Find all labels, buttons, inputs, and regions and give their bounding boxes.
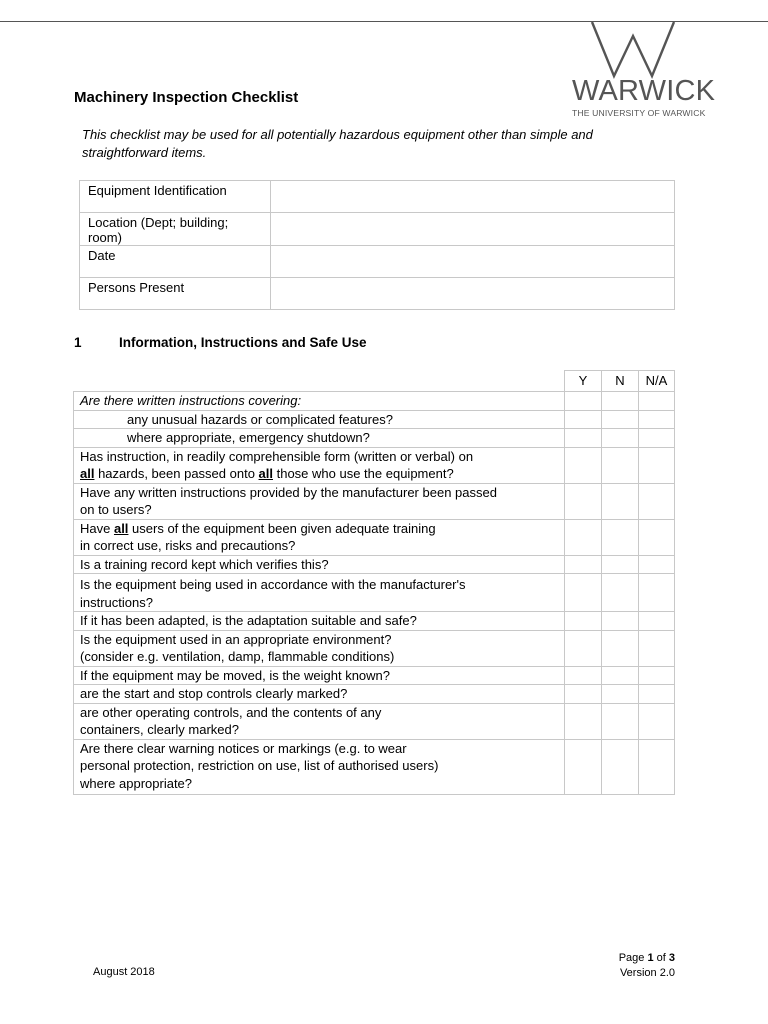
answer-cell-y[interactable] <box>565 447 602 483</box>
column-header-y: Y <box>565 371 602 392</box>
id-value-equipment[interactable] <box>271 181 675 213</box>
answer-cell-y[interactable] <box>565 519 602 555</box>
answer-cell-n[interactable] <box>602 703 639 739</box>
question-line: hazards, been passed onto <box>94 466 259 481</box>
page-current: 1 <box>647 952 654 964</box>
footer-page-info <box>619 951 675 981</box>
answer-cell-y[interactable] <box>565 685 602 704</box>
id-row <box>80 213 675 246</box>
page-total: 3 <box>668 952 675 964</box>
answer-cell-n[interactable] <box>602 574 639 612</box>
answer-cell-y[interactable] <box>565 739 602 795</box>
header-spacer <box>74 371 565 392</box>
checklist-header-row <box>74 371 675 392</box>
answer-cell-na[interactable] <box>639 574 675 612</box>
column-header-na: N/A <box>639 371 675 392</box>
answer-cell-y[interactable] <box>565 630 602 666</box>
question-text <box>74 574 565 612</box>
answer-cell-y[interactable] <box>565 429 602 448</box>
emphasis-all: all <box>80 466 95 481</box>
question-text: any unusual hazards or complicated features? <box>74 410 565 429</box>
answer-cell-na[interactable] <box>639 739 675 795</box>
id-value-location[interactable] <box>271 213 675 246</box>
answer-cell-na[interactable] <box>639 630 675 666</box>
question-text <box>74 630 565 666</box>
table-row <box>74 429 675 448</box>
answer-cell-n[interactable] <box>602 447 639 483</box>
question-line: Are there clear warning notices or markings (e.g. to wear <box>80 740 407 756</box>
question-line: Have <box>80 520 114 536</box>
id-label-date: Date <box>80 246 271 278</box>
question-text <box>74 519 565 555</box>
question-text <box>74 703 565 739</box>
id-label-equipment: Equipment Identification <box>80 181 271 213</box>
answer-cell-na[interactable] <box>639 410 675 429</box>
answer-cell-na[interactable] <box>639 483 675 519</box>
answer-cell-y[interactable] <box>565 410 602 429</box>
table-row <box>74 574 675 612</box>
question-text <box>74 483 565 519</box>
answer-cell-n[interactable] <box>602 392 639 411</box>
answer-cell-na[interactable] <box>639 703 675 739</box>
table-row <box>74 392 675 411</box>
table-row <box>74 612 675 631</box>
question-text <box>74 739 565 795</box>
version-label: Version 2.0 <box>619 967 675 979</box>
page-title: Machinery Inspection Checklist <box>74 89 299 106</box>
answer-cell-y[interactable] <box>565 392 602 411</box>
question-line: Is the equipment used in an appropriate environment? <box>80 631 392 647</box>
id-row <box>80 181 675 213</box>
column-header-n: N <box>602 371 639 392</box>
page-prefix: Page <box>618 952 648 964</box>
section-heading <box>74 335 367 350</box>
question-line: instructions? <box>80 594 153 610</box>
question-line: those who use the equipment? <box>273 466 454 481</box>
answer-cell-y[interactable] <box>565 612 602 631</box>
question-line: containers, clearly marked? <box>80 722 239 737</box>
id-label-location: Location (Dept; building; room) <box>80 213 271 246</box>
question-text: Is a training record kept which verifies this? <box>74 555 565 574</box>
warwick-logo-mark <box>590 20 700 80</box>
intro-text: This checklist may be used for all potentially hazardous equipment other than simple and straightforward items. <box>82 127 593 160</box>
question-line: Is the equipment being used in accordance with the manufacturer's <box>80 577 466 592</box>
question-line: users of the equipment been given adequate training <box>128 520 436 536</box>
answer-cell-n[interactable] <box>602 630 639 666</box>
question-text: If the equipment may be moved, is the weight known? <box>74 666 565 685</box>
table-row <box>74 685 675 704</box>
table-row <box>74 630 675 666</box>
question-text: Are there written instructions covering: <box>74 392 565 411</box>
table-row <box>74 519 675 555</box>
id-value-date[interactable] <box>271 246 675 278</box>
emphasis-all: all <box>113 520 129 536</box>
identification-table <box>79 180 675 310</box>
answer-cell-n[interactable] <box>602 739 639 795</box>
answer-cell-y[interactable] <box>565 703 602 739</box>
answer-cell-na[interactable] <box>639 519 675 555</box>
question-line: in correct use, risks and precautions? <box>80 538 296 553</box>
answer-cell-y[interactable] <box>565 555 602 574</box>
answer-cell-n[interactable] <box>602 519 639 555</box>
page-number <box>619 951 675 966</box>
answer-cell-n[interactable] <box>602 685 639 704</box>
answer-cell-y[interactable] <box>565 574 602 612</box>
answer-cell-na[interactable] <box>639 429 675 448</box>
checklist-table <box>73 370 675 795</box>
table-row <box>74 666 675 685</box>
question-text: where appropriate, emergency shutdown? <box>74 429 565 448</box>
answer-cell-n[interactable] <box>602 666 639 685</box>
logo-subtitle: THE UNIVERSITY OF WARWICK <box>572 108 706 118</box>
question-line: personal protection, restriction on use, list of authorised users) <box>80 758 439 773</box>
answer-cell-n[interactable] <box>602 483 639 519</box>
table-row <box>74 555 675 574</box>
table-row <box>74 703 675 739</box>
answer-cell-n[interactable] <box>602 555 639 574</box>
table-row <box>74 447 675 483</box>
answer-cell-n[interactable] <box>602 410 639 429</box>
id-label-persons: Persons Present <box>80 278 271 310</box>
section-number: 1 <box>74 335 82 350</box>
emphasis-all: all <box>258 466 273 481</box>
logo-wordmark: WARWICK <box>572 75 716 107</box>
answer-cell-y[interactable] <box>565 483 602 519</box>
answer-cell-na[interactable] <box>639 685 675 704</box>
table-row <box>74 483 675 519</box>
answer-cell-na[interactable] <box>639 447 675 483</box>
question-text <box>74 447 565 483</box>
table-row <box>74 739 675 795</box>
question-line: Has instruction, in readily comprehensible form (written or verbal) on <box>80 448 474 464</box>
id-row <box>80 246 675 278</box>
page-of: of <box>653 952 669 964</box>
section-title: Information, Instructions and Safe Use <box>119 335 367 350</box>
question-text: are the start and stop controls clearly marked? <box>74 685 565 704</box>
question-line: are other operating controls, and the contents of any <box>80 704 382 720</box>
answer-cell-na[interactable] <box>639 555 675 574</box>
answer-cell-n[interactable] <box>602 612 639 631</box>
answer-cell-na[interactable] <box>639 612 675 631</box>
answer-cell-na[interactable] <box>639 666 675 685</box>
footer-date: August 2018 <box>93 966 155 978</box>
question-text: If it has been adapted, is the adaptation suitable and safe? <box>74 612 565 631</box>
answer-cell-y[interactable] <box>565 666 602 685</box>
id-row <box>80 278 675 310</box>
table-row <box>74 410 675 429</box>
id-value-persons[interactable] <box>271 278 675 310</box>
question-line: where appropriate? <box>80 775 193 791</box>
answer-cell-n[interactable] <box>602 429 639 448</box>
question-line: on to users? <box>80 502 152 517</box>
question-line: Have any written instructions provided by the manufacturer been passed <box>80 484 497 500</box>
question-line: (consider e.g. ventilation, damp, flammable conditions) <box>80 649 395 664</box>
answer-cell-na[interactable] <box>639 392 675 411</box>
